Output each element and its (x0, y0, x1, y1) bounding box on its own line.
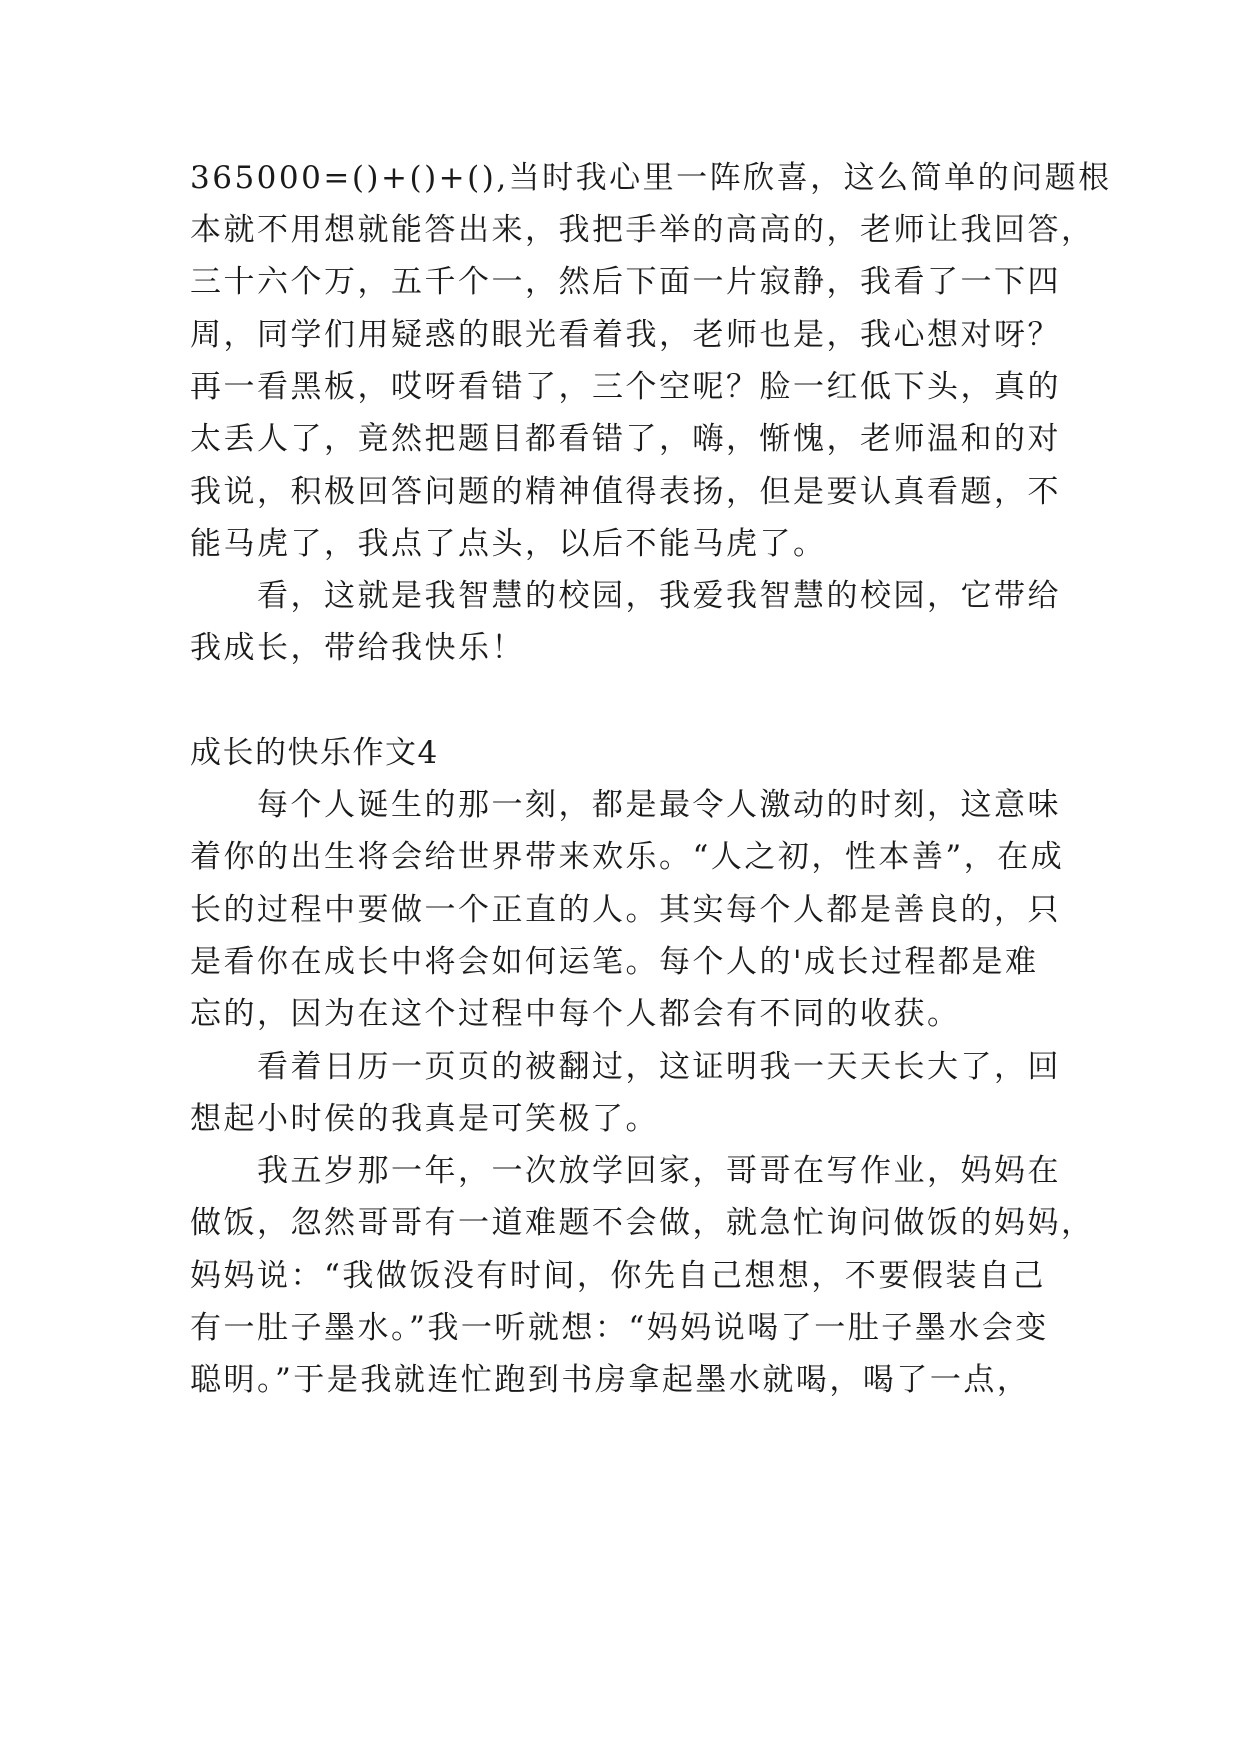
paragraph-line: 忘的，因为在这个过程中每个人都会有不同的收获。 (190, 996, 961, 1032)
paragraph-line: 着你的出生将会给世界带来欢乐。“人之初，性本善”，在成 (190, 839, 1065, 875)
paragraph-line: 我说，积极回答问题的精神值得表扬，但是要认真看题，不 (190, 474, 1061, 510)
paragraph-line: 想起小时侯的我真是可笑极了。 (190, 1101, 659, 1137)
paragraph-line: 做饭，忽然哥哥有一道难题不会做，就急忙询问做饭的妈妈， (190, 1205, 1095, 1241)
paragraph-line: 三十六个万，五千个一，然后下面一片寂静，我看了一下四 (190, 264, 1061, 300)
paragraph-line: 看，这就是我智慧的校园，我爱我智慧的校园，它带给 (190, 578, 1061, 614)
paragraph-line: 周，同学们用疑惑的眼光看着我，老师也是，我心想对呀？ (190, 317, 1061, 353)
paragraph-line: 每个人诞生的那一刻，都是最令人激动的时刻，这意味 (190, 787, 1061, 823)
paragraph-line: 是看你在成长中将会如何运笔。每个人的'成长过程都是难 (190, 944, 1039, 980)
paragraph-line: 长的过程中要做一个正直的人。其实每个人都是善良的，只 (190, 892, 1061, 928)
paragraph-line: 有一肚子墨水。”我一听就想：“妈妈说喝了一肚子墨水会变 (190, 1310, 1049, 1346)
paragraph-line: 本就不用想就能答出来，我把手举的高高的，老师让我回答， (190, 212, 1095, 248)
paragraph-line: 太丢人了，竟然把题目都看错了，嗨，惭愧，老师温和的对 (190, 421, 1061, 457)
paragraph-line: 妈妈说：“我做饭没有时间，你先自己想想，不要假装自己 (190, 1258, 1046, 1294)
paragraph-line: 365000=()+()+(),当时我心里一阵欣喜，这么简单的问题根 (190, 160, 1112, 196)
paragraph-line: 聪明。”于是我就连忙跑到书房拿起墨水就喝，喝了一点， (190, 1362, 1031, 1398)
paragraph-line: 再一看黑板，哎呀看错了，三个空呢？脸一红低下头，真的 (190, 369, 1061, 405)
paragraph-line: 我成长，带给我快乐！ (190, 630, 525, 666)
section-heading: 成长的快乐作文4 (190, 735, 439, 771)
paragraph-line: 能马虎了，我点了点头，以后不能马虎了。 (190, 526, 827, 562)
paragraph-line: 看着日历一页页的被翻过，这证明我一天天长大了，回 (190, 1049, 1061, 1085)
paragraph-line: 我五岁那一年，一次放学回家，哥哥在写作业，妈妈在 (190, 1153, 1061, 1189)
